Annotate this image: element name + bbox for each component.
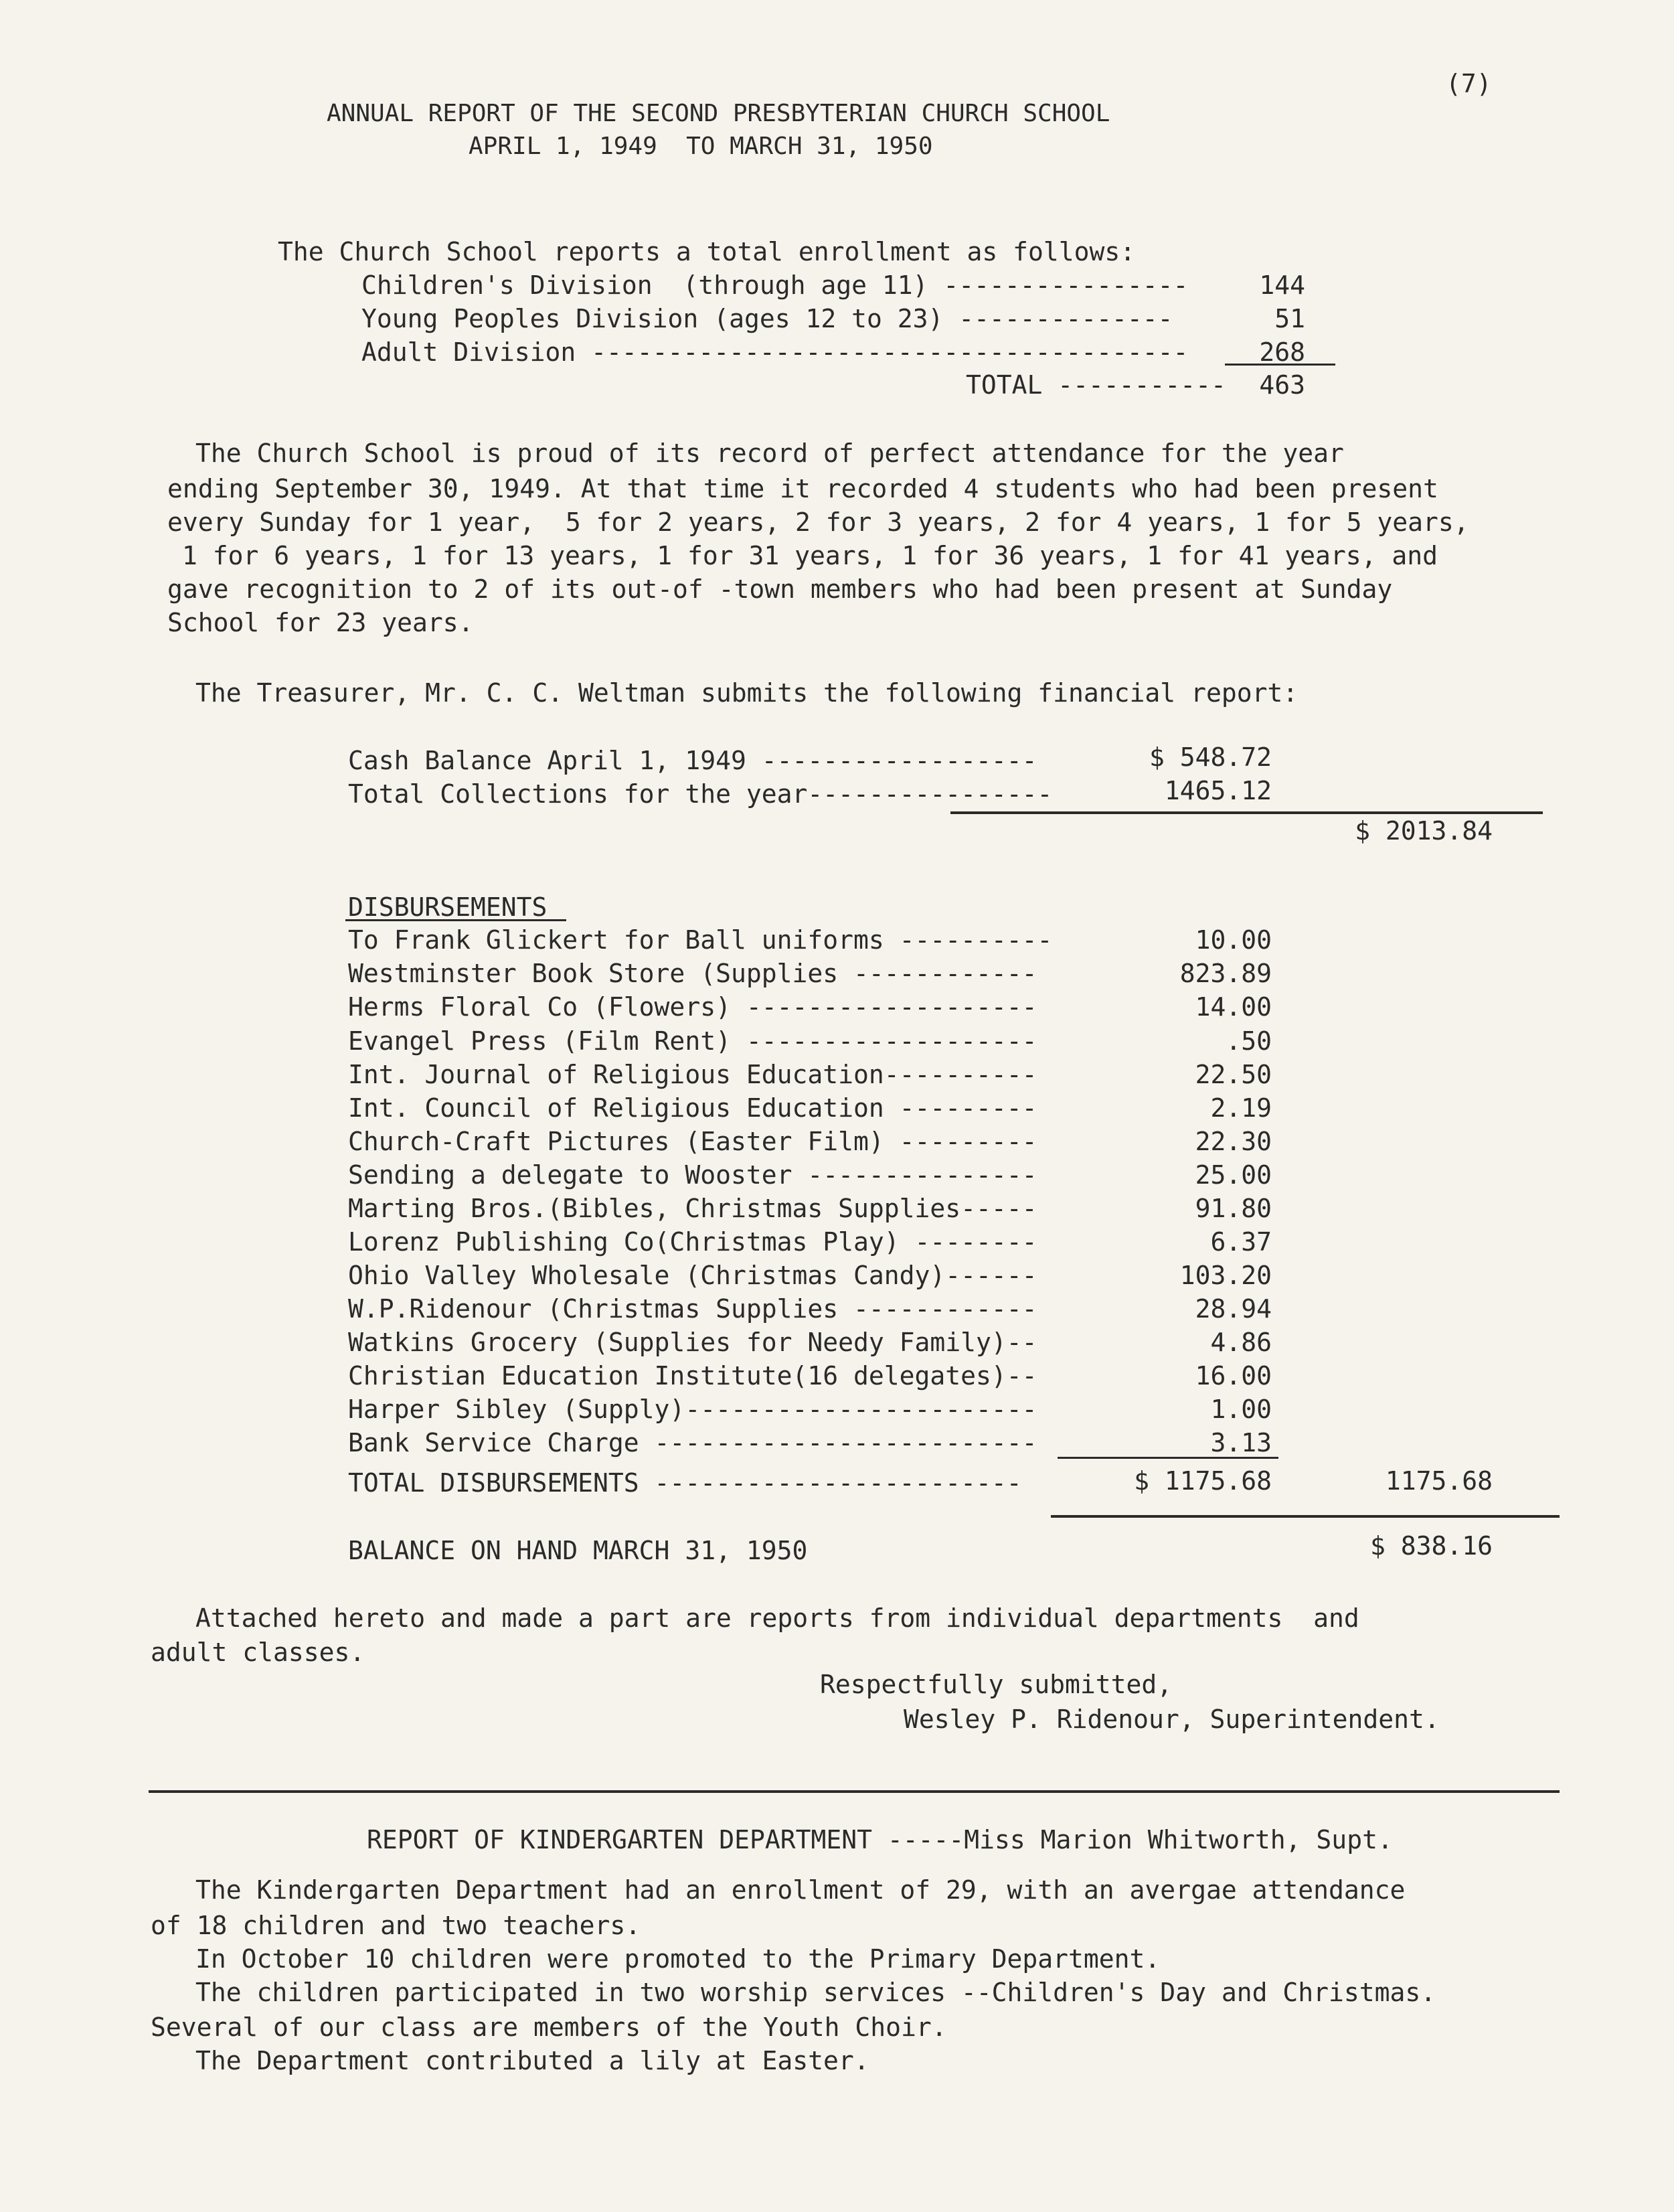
signature-name: Wesley P. Ridenour, Superintendent.	[904, 1705, 1440, 1734]
attached-line: adult classes.	[151, 1638, 365, 1667]
attendance-line: gave recognition to 2 of its out-of -town members who had been present at Sunday	[167, 574, 1393, 604]
enrollment-row-value: 144	[1259, 270, 1305, 300]
disbursement-amount: 1.00	[1210, 1395, 1272, 1424]
disbursement-label: Bank Service Charge -------------------------	[348, 1428, 1037, 1457]
disbursement-label: Int. Council of Religious Education ---------	[348, 1093, 1037, 1123]
enrollment-row-label: Young Peoples Division (ages 12 to 23) --------------	[361, 304, 1173, 333]
disbursement-label: Ohio Valley Wholesale (Christmas Candy)------	[348, 1261, 1037, 1290]
disbursement-label: To Frank Glickert for Ball uniforms ----------	[348, 925, 1053, 955]
enrollment-row-label: Adult Division ---------------------------------------	[361, 337, 1189, 367]
disbursement-amount: 22.50	[1195, 1060, 1272, 1089]
disbursement-amount: 22.30	[1195, 1127, 1272, 1156]
disbursement-label: Westminster Book Store (Supplies ------------	[348, 959, 1037, 988]
disbursement-label: Watkins Grocery (Supplies for Needy Family)--	[348, 1328, 1037, 1357]
disbursement-label: W.P.Ridenour (Christmas Supplies ------------	[348, 1294, 1037, 1324]
disbursement-label: Harper Sibley (Supply)-----------------------	[348, 1395, 1037, 1424]
kindergarten-line: The Department contributed a lily at Easter.	[195, 2046, 869, 2075]
disbursement-label: Herms Floral Co (Flowers) -------------------	[348, 992, 1037, 1022]
disbursement-amount: 3.13	[1210, 1428, 1272, 1457]
cash-balance-label: Cash Balance April 1, 1949 ------------------	[348, 746, 1037, 775]
signature-closing: Respectfully submitted,	[820, 1670, 1173, 1699]
attendance-line: every Sunday for 1 year, 5 for 2 years, 2 for 3 years, 2 for 4 years, 1 for 5 years,	[167, 507, 1469, 537]
disbursement-amount: 14.00	[1195, 992, 1272, 1022]
disbursement-label: Marting Bros.(Bibles, Christmas Supplies-----	[348, 1194, 1037, 1223]
disbursement-amount: .50	[1226, 1026, 1272, 1056]
kindergarten-line: The children participated in two worship services --Children's Day and Christmas.	[195, 1978, 1436, 2007]
attendance-line: The Church School is proud of its record of perfect attendance for the year	[195, 439, 1344, 468]
balance-rule	[1051, 1515, 1560, 1518]
enrollment-total-value: 463	[1259, 370, 1305, 400]
disbursement-amount: 4.86	[1210, 1328, 1272, 1357]
disbursement-label: Sending a delegate to Wooster ---------------	[348, 1160, 1037, 1190]
disbursements-total-rule	[1058, 1457, 1278, 1459]
disbursement-label: Christian Education Institute(16 delegates)--	[348, 1361, 1037, 1391]
kindergarten-line: Several of our class are members of the Youth Choir.	[151, 2012, 947, 2042]
collections-label: Total Collections for the year----------------	[348, 779, 1053, 809]
collections-value: 1465.12	[1164, 776, 1272, 805]
disbursement-label: Int. Journal of Religious Education----------	[348, 1060, 1037, 1089]
enrollment-row-label: Children's Division (through age 11) ----------------	[361, 270, 1189, 300]
kindergarten-line: of 18 children and two teachers.	[151, 1911, 641, 1940]
report-title: ANNUAL REPORT OF THE SECOND PRESBYTERIAN CHURCH SCHOOL	[327, 100, 1110, 127]
disbursement-amount: 91.80	[1195, 1194, 1272, 1223]
kindergarten-heading: REPORT OF KINDERGARTEN DEPARTMENT -----Miss Marion Whitworth, Supt.	[367, 1825, 1393, 1854]
disbursement-amount: 2.19	[1210, 1093, 1272, 1123]
section-divider	[149, 1790, 1560, 1793]
disbursements-total-column: 1175.68	[1385, 1466, 1493, 1496]
cash-balance-value: $ 548.72	[1149, 742, 1272, 772]
enrollment-intro: The Church School reports a total enrollment as follows:	[278, 237, 1136, 266]
kindergarten-line: In October 10 children were promoted to the Primary Department.	[195, 1944, 1161, 1974]
enrollment-row-value: 51	[1274, 304, 1305, 333]
attendance-line: 1 for 6 years, 1 for 13 years, 1 for 31 years, 1 for 36 years, 1 for 41 years, and	[182, 541, 1438, 570]
disbursement-amount: 28.94	[1195, 1294, 1272, 1324]
disbursement-amount: 103.20	[1179, 1261, 1272, 1290]
disbursements-total-label: TOTAL DISBURSEMENTS ------------------------	[348, 1468, 1022, 1498]
balance-label: BALANCE ON HAND MARCH 31, 1950	[348, 1536, 808, 1565]
disbursement-label: Evangel Press (Film Rent) -------------------	[348, 1026, 1037, 1056]
disbursement-amount: 16.00	[1195, 1361, 1272, 1391]
enrollment-row-value: 268	[1259, 337, 1305, 367]
cash-subtotal: $ 2013.84	[1355, 816, 1493, 846]
page-number: (7)	[1446, 69, 1492, 98]
disbursements-heading: DISBURSEMENTS	[348, 892, 548, 922]
treasurer-intro: The Treasurer, Mr. C. C. Weltman submits the following financial report:	[195, 678, 1299, 708]
kindergarten-line: The Kindergarten Department had an enrollment of 29, with an avergae attendance	[195, 1875, 1406, 1905]
disbursement-amount: 6.37	[1210, 1227, 1272, 1257]
attendance-line: School for 23 years.	[167, 608, 474, 637]
subtotal-rule	[950, 811, 1543, 814]
disbursement-amount: 10.00	[1195, 925, 1272, 955]
enrollment-total-label: TOTAL -----------	[966, 370, 1226, 400]
disbursement-label: Church-Craft Pictures (Easter Film) ---------	[348, 1127, 1037, 1156]
attendance-line: ending September 30, 1949. At that time it recorded 4 students who had been present	[167, 474, 1438, 503]
balance-value: $ 838.16	[1369, 1531, 1493, 1561]
report-period: APRIL 1, 1949 TO MARCH 31, 1950	[469, 133, 933, 160]
disbursements-total-value: $ 1175.68	[1134, 1466, 1272, 1496]
enrollment-total-rule	[1225, 364, 1335, 366]
disbursement-amount: 823.89	[1179, 959, 1272, 988]
disbursement-label: Lorenz Publishing Co(Christmas Play) --------	[348, 1227, 1037, 1257]
attached-line: Attached hereto and made a part are reports from individual departments and	[195, 1603, 1359, 1633]
heading-underline	[345, 919, 566, 921]
disbursement-amount: 25.00	[1195, 1160, 1272, 1190]
